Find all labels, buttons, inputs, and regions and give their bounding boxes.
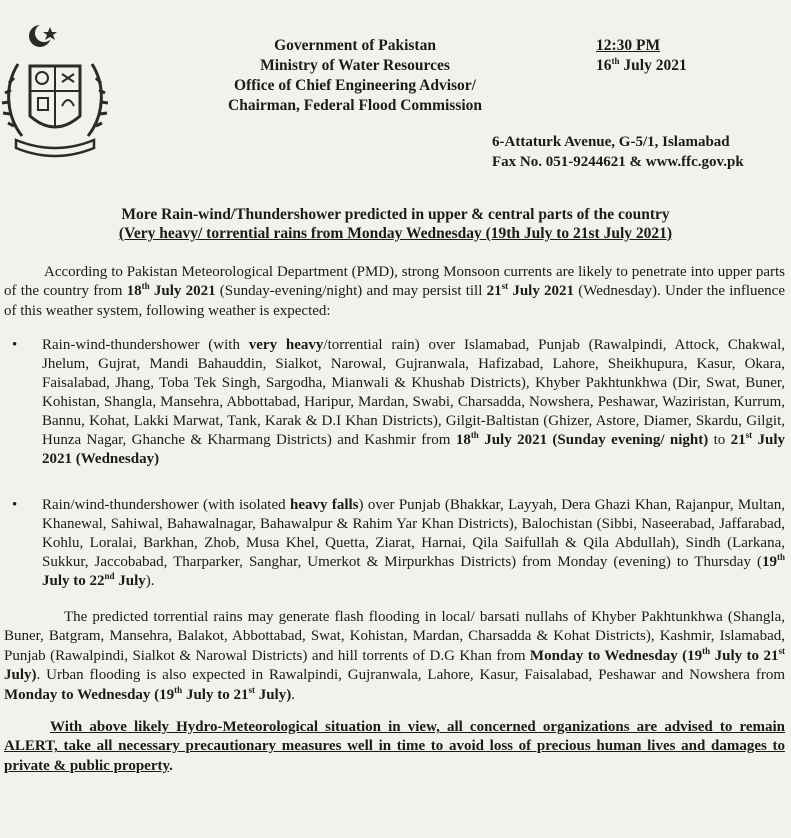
bullet1-date-range	[456, 432, 708, 448]
subject-line-1: More Rain-wind/Thundershower predicted in upper & central parts of the country	[121, 206, 670, 223]
flood-range1-end: July)	[4, 667, 37, 684]
bullet-icon: •	[12, 497, 18, 513]
start-date	[127, 283, 216, 299]
forecast-list-1	[4, 336, 785, 469]
alert-paragraph	[4, 718, 785, 776]
start-date-suffix: th	[141, 281, 150, 292]
time-date-block	[596, 36, 687, 76]
flood-date-range-2	[4, 684, 292, 703]
end-date	[487, 283, 574, 299]
bullet1-text-2: /torrential rain) over Islamabad, Punjab (Rawalpindi, Attock, Chakwal, Jhelum, Gujrat, Mandi Bahauddin, Sialkot, Narowal, Gujranwala, Hafizabad, Lahore, Sheikhupura, Kasur, Okara, Faisalabad, Jhang, Toba Tek Singh, Sargodha, Mianwali & Khushab Districts), Khyber Pakhtunkhwa (Dir, Swat, Buner, Kohistan, Shangla, Mansehra, Abbottabad, Haripur, Mardan, Swabi, Charsadda, Nowshera, Peshawar, Waziristan, Kurrum, Bannu, Kohat, Lakki Marwat, Tank, Karak & D.I Khan Districts), Gilgit-Baltistan (Ghizer, Astore, Diamer, Skardu, Gilgit, Hunza Nagar, Ghanche & Kharmang Districts) and Kashmir from	[42, 337, 785, 448]
issue-date-suffix: th	[611, 55, 620, 66]
forecast-list-2	[4, 496, 785, 591]
bullet2-end-suffix: nd	[104, 571, 115, 581]
flood-text-3: .	[291, 686, 295, 703]
flood-range2-day1: 19	[159, 686, 175, 703]
bullet1-end-suffix: st	[745, 430, 753, 440]
flood-range2-day2: 21	[233, 686, 249, 703]
alert-period: .	[169, 757, 173, 774]
flood-text-2: . Urban flooding is also expected in Rawalpindi, Gujranwala, Lahore, Kasur, Faisalabad, Peshawar and Nowshera from	[36, 667, 785, 684]
bullet1-start-rest: July 2021 (Sunday evening/ night)	[478, 432, 709, 448]
bullet2-emphasis: heavy falls	[289, 497, 359, 513]
flood-text-1: The predicted torrential rains may generate flash flooding in local/ barsati nullahs of Khyber Pakhtunkhwa (Shangla, Buner, Batgram, Mansehra, Balakot, Abbottabad, Swat, Kohistan, Mardan, Charsadda & Kohat Districts), Kashmir, Islamabad, Punjab (Rawalpindi, Sialkot & Narowal Districts) and hill torrents of D.G Khan from	[4, 609, 785, 664]
state-emblem-icon	[0, 16, 110, 166]
intro-text-2: (Sunday-evening/night) and may persist till	[215, 283, 487, 300]
flood-range1-suffix2: st	[778, 645, 785, 656]
address-block	[492, 132, 744, 172]
bullet2-text-3: ).	[145, 573, 155, 589]
bullet1-text-3: to	[708, 432, 731, 448]
flood-range1-day1: 19	[687, 647, 703, 664]
intro-text-3: (Wednesday). Under the influence of this weather system, following weather is expected:	[4, 283, 785, 319]
flood-range1-suffix1: th	[702, 645, 711, 656]
alert-text: With above likely Hydro-Meteorological situation in view, all concerned organizations are advised to remain ALERT, take all necessary precautionary measures well in time to avoid loss of precious human lives and damages to private & public property	[4, 719, 785, 774]
start-date-day: 18	[126, 283, 142, 300]
bullet2-end-day: 22	[89, 573, 105, 589]
issue-date	[596, 56, 687, 76]
letterhead-line-3: Office of Chief Engineering Advisor/	[234, 77, 476, 94]
bullet2-end-rest: July	[114, 573, 146, 589]
flood-range2-start: Monday to Wednesday (	[4, 686, 160, 703]
end-date-rest: July 2021	[508, 283, 575, 300]
flood-range1-start: Monday to Wednesday (	[529, 647, 688, 664]
bullet1-end-rest: July 2021 (Wednesday)	[42, 432, 785, 467]
office-address: 6-Attaturk Avenue, G-5/1, Islamabad	[492, 134, 730, 150]
letterhead-line-1: Government of Pakistan	[274, 37, 436, 54]
flood-range1-day2: 21	[763, 647, 779, 664]
flood-range2-suffix2: st	[248, 684, 255, 695]
intro-paragraph	[4, 263, 785, 321]
list-item	[4, 496, 785, 591]
bullet2-text-2: ) over Punjab (Bhakkar, Layyah, Dera Ghazi Khan, Rajanpur, Multan, Khanewal, Sahiwal, Bahawalnagar, Bahawalpur & Rahim Yar Khan Districts), Balochistan (Sibbi, Naseerabad, Jaffarabad, Kohlu, Loralai, Barkhan, Zhob, Musa Khel, Quetta, Ziarat, Harnai, Qila Saifullah & Qila Abdullah), Sindh (Larkana, Sukkur, Jaccobabad, Tharparker, Sanghar, Umerkot & Mirpurkhas Districts) from Monday (evening) to Thursday (	[42, 497, 785, 570]
subject-heading	[0, 205, 791, 243]
bullet2-start-rest: July to	[42, 573, 90, 589]
bullet1-text-1: Rain-wind-thundershower (with	[42, 337, 249, 353]
bullet1-start-suffix: th	[470, 430, 479, 440]
bullet2-start-day: 19	[761, 554, 777, 570]
flood-range2-mid: July to	[182, 686, 234, 703]
end-date-day: 21	[486, 283, 502, 300]
intro-text-1: According to Pakistan Meteorological Department (PMD), strong Monsoon currents are likely to penetrate into upper parts of the country from	[4, 264, 785, 300]
bullet-icon: •	[12, 337, 18, 353]
flood-range2-end: July)	[254, 686, 292, 703]
bullet2-text-1: Rain/wind-thundershower (with isolated	[42, 497, 290, 513]
letterhead	[228, 36, 482, 116]
bullet1-emphasis: very heavy	[248, 337, 324, 353]
list-item	[4, 336, 785, 469]
issue-time: 12:30 PM	[596, 37, 661, 54]
bullet1-start-day: 18	[455, 432, 471, 448]
flood-warning-paragraph	[4, 608, 785, 705]
flood-range1-mid: July to	[710, 647, 764, 664]
letterhead-line-2: Ministry of Water Resources	[260, 57, 450, 74]
bullet1-end-day: 21	[730, 432, 746, 448]
issue-date-rest: July 2021	[619, 57, 687, 74]
letterhead-line-4: Chairman, Federal Flood Commission	[228, 97, 483, 114]
bullet2-start-suffix: th	[776, 552, 785, 562]
issue-date-day: 16	[596, 57, 612, 74]
fax-and-website: Fax No. 051-9244621 & www.ffc.gov.pk	[492, 154, 744, 170]
flood-range2-suffix1: th	[174, 684, 183, 695]
subject-line-2: (Very heavy/ torrential rains from Monday Wednesday (19th July to 21st July 2021)	[118, 225, 673, 242]
start-date-rest: July 2021	[149, 283, 216, 300]
end-date-suffix: st	[501, 281, 509, 292]
